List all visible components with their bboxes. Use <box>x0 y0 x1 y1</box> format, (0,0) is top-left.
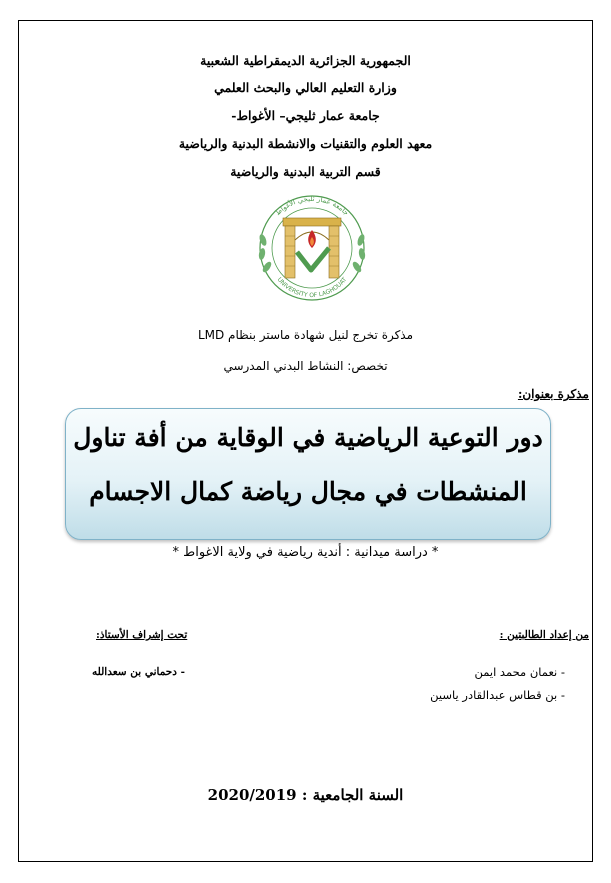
students-label: من إعداد الطالبتين : <box>499 629 589 641</box>
academic-year: السنة الجامعية : 2020/2019 <box>207 786 404 804</box>
header-ministry: وزارة التعليم العالي والبحث العلمي <box>214 80 397 95</box>
student-name-2: - بن قطاس عبدالقادر ياسين <box>430 688 565 702</box>
header-university: جامعة عمار ثليجي– الأغواط- <box>231 108 380 123</box>
student-name-1: - نعمان محمد ايمن <box>474 665 565 679</box>
title-line-2: المنشطات في مجال رياضة كمال الاجسام <box>89 477 527 506</box>
logo-ring-text-bottom: UNIVERSITY OF LAGHOUAT <box>275 276 349 300</box>
header-republic: الجمهورية الجزائرية الديمقراطية الشعبية <box>200 53 411 68</box>
university-logo <box>251 190 373 302</box>
memo-specialty: تخصص: النشاط البدني المدرسي <box>223 359 388 373</box>
supervisor-name: - دحماني بن سعدالله <box>92 666 185 678</box>
header-department: قسم التربية البدنية والرياضية <box>230 164 381 179</box>
memo-degree: مذكرة تخرج لنيل شهادة ماستر بنظام LMD <box>197 328 414 342</box>
logo-ring-text-top: جامعة عمار ثليجي الأغواط <box>273 194 351 218</box>
title-box <box>65 408 551 540</box>
supervisor-label: تحت إشراف الأستاذ: <box>96 629 188 641</box>
title-line-1: دور التوعية الرياضية في الوقاية من أفة تناول <box>73 423 543 452</box>
memo-title-label: مذكرة بعنوان: <box>517 387 589 401</box>
field-study: * دراسة ميدانية : أندية رياضية في ولاية الاغواط * <box>172 545 439 560</box>
header-institute: معهد العلوم والتقنيات والانشطة البدنية والرياضية <box>178 136 433 151</box>
